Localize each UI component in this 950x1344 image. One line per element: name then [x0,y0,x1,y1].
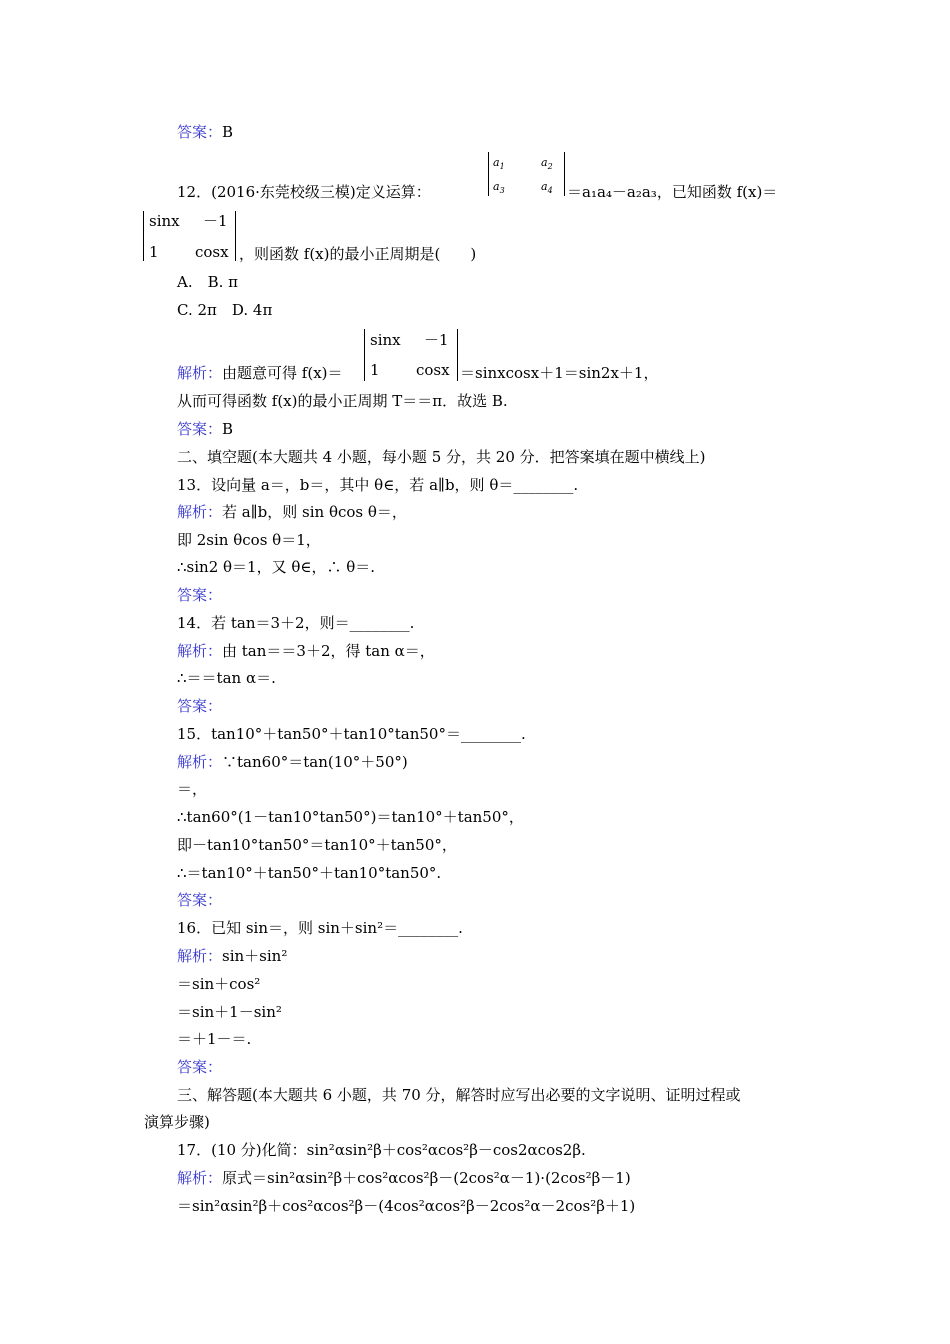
options-ab: A. B. π [177,273,239,291]
solution-label: 解析： [177,364,223,382]
answer-label: 答案： [177,123,223,141]
solution-label: 解析： [177,1169,223,1187]
det-entry-a3: $a_3$ [493,180,505,196]
det-entry-r2c1: 1 [149,243,159,261]
det-left-bar [364,329,365,381]
solution-15-line3: ∴tan60°(1－tan10°tan50°)＝tan10°＋tan50°， [177,808,524,826]
answer-line-12 [177,419,233,439]
question-13: 13．设向量 a＝，b＝，其中 θ∈，若 a∥b，则 θ＝________. [177,476,579,494]
solution-16-line2: ＝sin＋cos² [177,975,261,993]
det-entry-a2: $a_2$ [541,156,553,172]
solution-label: 解析： [177,947,223,965]
solution-17-line1: 解析：原式＝sin²αsin²β＋cos²αcos²β－(2cos²α－1)·(2cos²β－1) [177,1169,631,1187]
answer-label: 答案： [177,420,223,438]
section-2-heading: 二、填空题(本大题共 4 小题，每小题 5 分，共 20 分．把答案填在题中横线上) [177,448,706,466]
solution-15-line5: ∴＝tan10°＋tan50°＋tan10°tan50°. [177,864,442,882]
answer-line-11 [177,122,233,142]
answer-label-14: 答案： [177,697,223,715]
question-12-after-det: ＝a₁a₄－a₂a₃，已知函数 f(x)＝ [567,183,778,201]
answer-value: B [222,123,234,141]
solution-13-line2: 即 2sin θcos θ＝1， [177,531,321,549]
solution-16-line1: 解析：sin＋sin² [177,947,288,965]
solution-14-line2: ∴＝＝tan α＝. [177,669,276,687]
solution-15-line2: ＝， [177,780,208,798]
question-17: 17．(10 分)化简：sin²αsin²β＋cos²αcos²β－cos2αcos2β. [177,1141,586,1159]
question-16: 16．已知 sin＝，则 sin＋sin²＝________. [177,919,463,937]
det-entry-r1c1: sinx [370,331,401,349]
solution-17-line2: ＝sin²αsin²β＋cos²αcos²β－(4cos²αcos²β－2cos²α－2cos²β＋1) [177,1197,636,1215]
solution-12-line2: 从而可得函数 f(x)的最小正周期 T＝＝π．故选 B. [177,392,508,410]
section-3-heading-line2: 演算步骤) [144,1113,210,1131]
det-entry-r2c2: cosx [416,361,450,379]
solution-12-result: ＝sinxcosx＋1＝sin2x＋1， [460,364,659,382]
det-entry-r2c2: cosx [195,243,229,261]
answer-value: B [222,420,234,438]
det-entry-a1: $a_1$ [493,156,505,172]
det-entry-r1c2: －1 [203,212,228,230]
answer-label-15: 答案： [177,891,223,909]
det-right-bar [457,329,458,381]
solution-label: 解析： [177,753,223,771]
solution-13-line1: 解析：若 a∥b，则 sin θcos θ＝， [177,503,407,521]
det-right-bar [235,211,236,261]
question-12-stem-end: ，则函数 f(x)的最小正周期是( ) [239,245,477,263]
solution-13-line3: ∴sin2 θ＝1，又 θ∈，∴ θ＝. [177,558,376,576]
section-3-heading-line1: 三、解答题(本大题共 6 小题，共 70 分，解答时应写出必要的文字说明、证明过程或 [177,1086,741,1104]
det-left-bar [488,152,489,196]
answer-label-16: 答案： [177,1058,223,1076]
det-right-bar [564,152,565,196]
options-cd: C. 2π D. 4π [177,301,273,319]
solution-12-line1: 解析：由题意可得 f(x)＝ [177,364,343,382]
solution-16-line4: ＝＋1－＝. [177,1030,252,1048]
solution-label: 解析： [177,503,223,521]
question-15: 15．tan10°＋tan50°＋tan10°tan50°＝________. [177,725,526,743]
det-left-bar [143,211,144,261]
solution-16-line3: ＝sin＋1－sin² [177,1003,282,1021]
det-entry-a4: $a_4$ [541,180,553,196]
question-14: 14．若 tan＝3＋2，则＝________. [177,614,415,632]
solution-15-line4: 即－tan10°tan50°＝tan10°＋tan50°， [177,836,457,854]
solution-15-line1: 解析：∵tan60°＝tan(10°＋50°) [177,753,408,771]
solution-label: 解析： [177,642,223,660]
det-entry-r1c2: －1 [424,331,449,349]
question-12-prefix: 12．(2016·东莞校级三模)定义运算： [177,183,431,201]
det-entry-r1c1: sinx [149,212,180,230]
answer-label-13: 答案： [177,586,223,604]
det-entry-r2c1: 1 [370,361,380,379]
solution-14-line1: 解析：由 tan＝＝3＋2，得 tan α＝， [177,642,435,660]
